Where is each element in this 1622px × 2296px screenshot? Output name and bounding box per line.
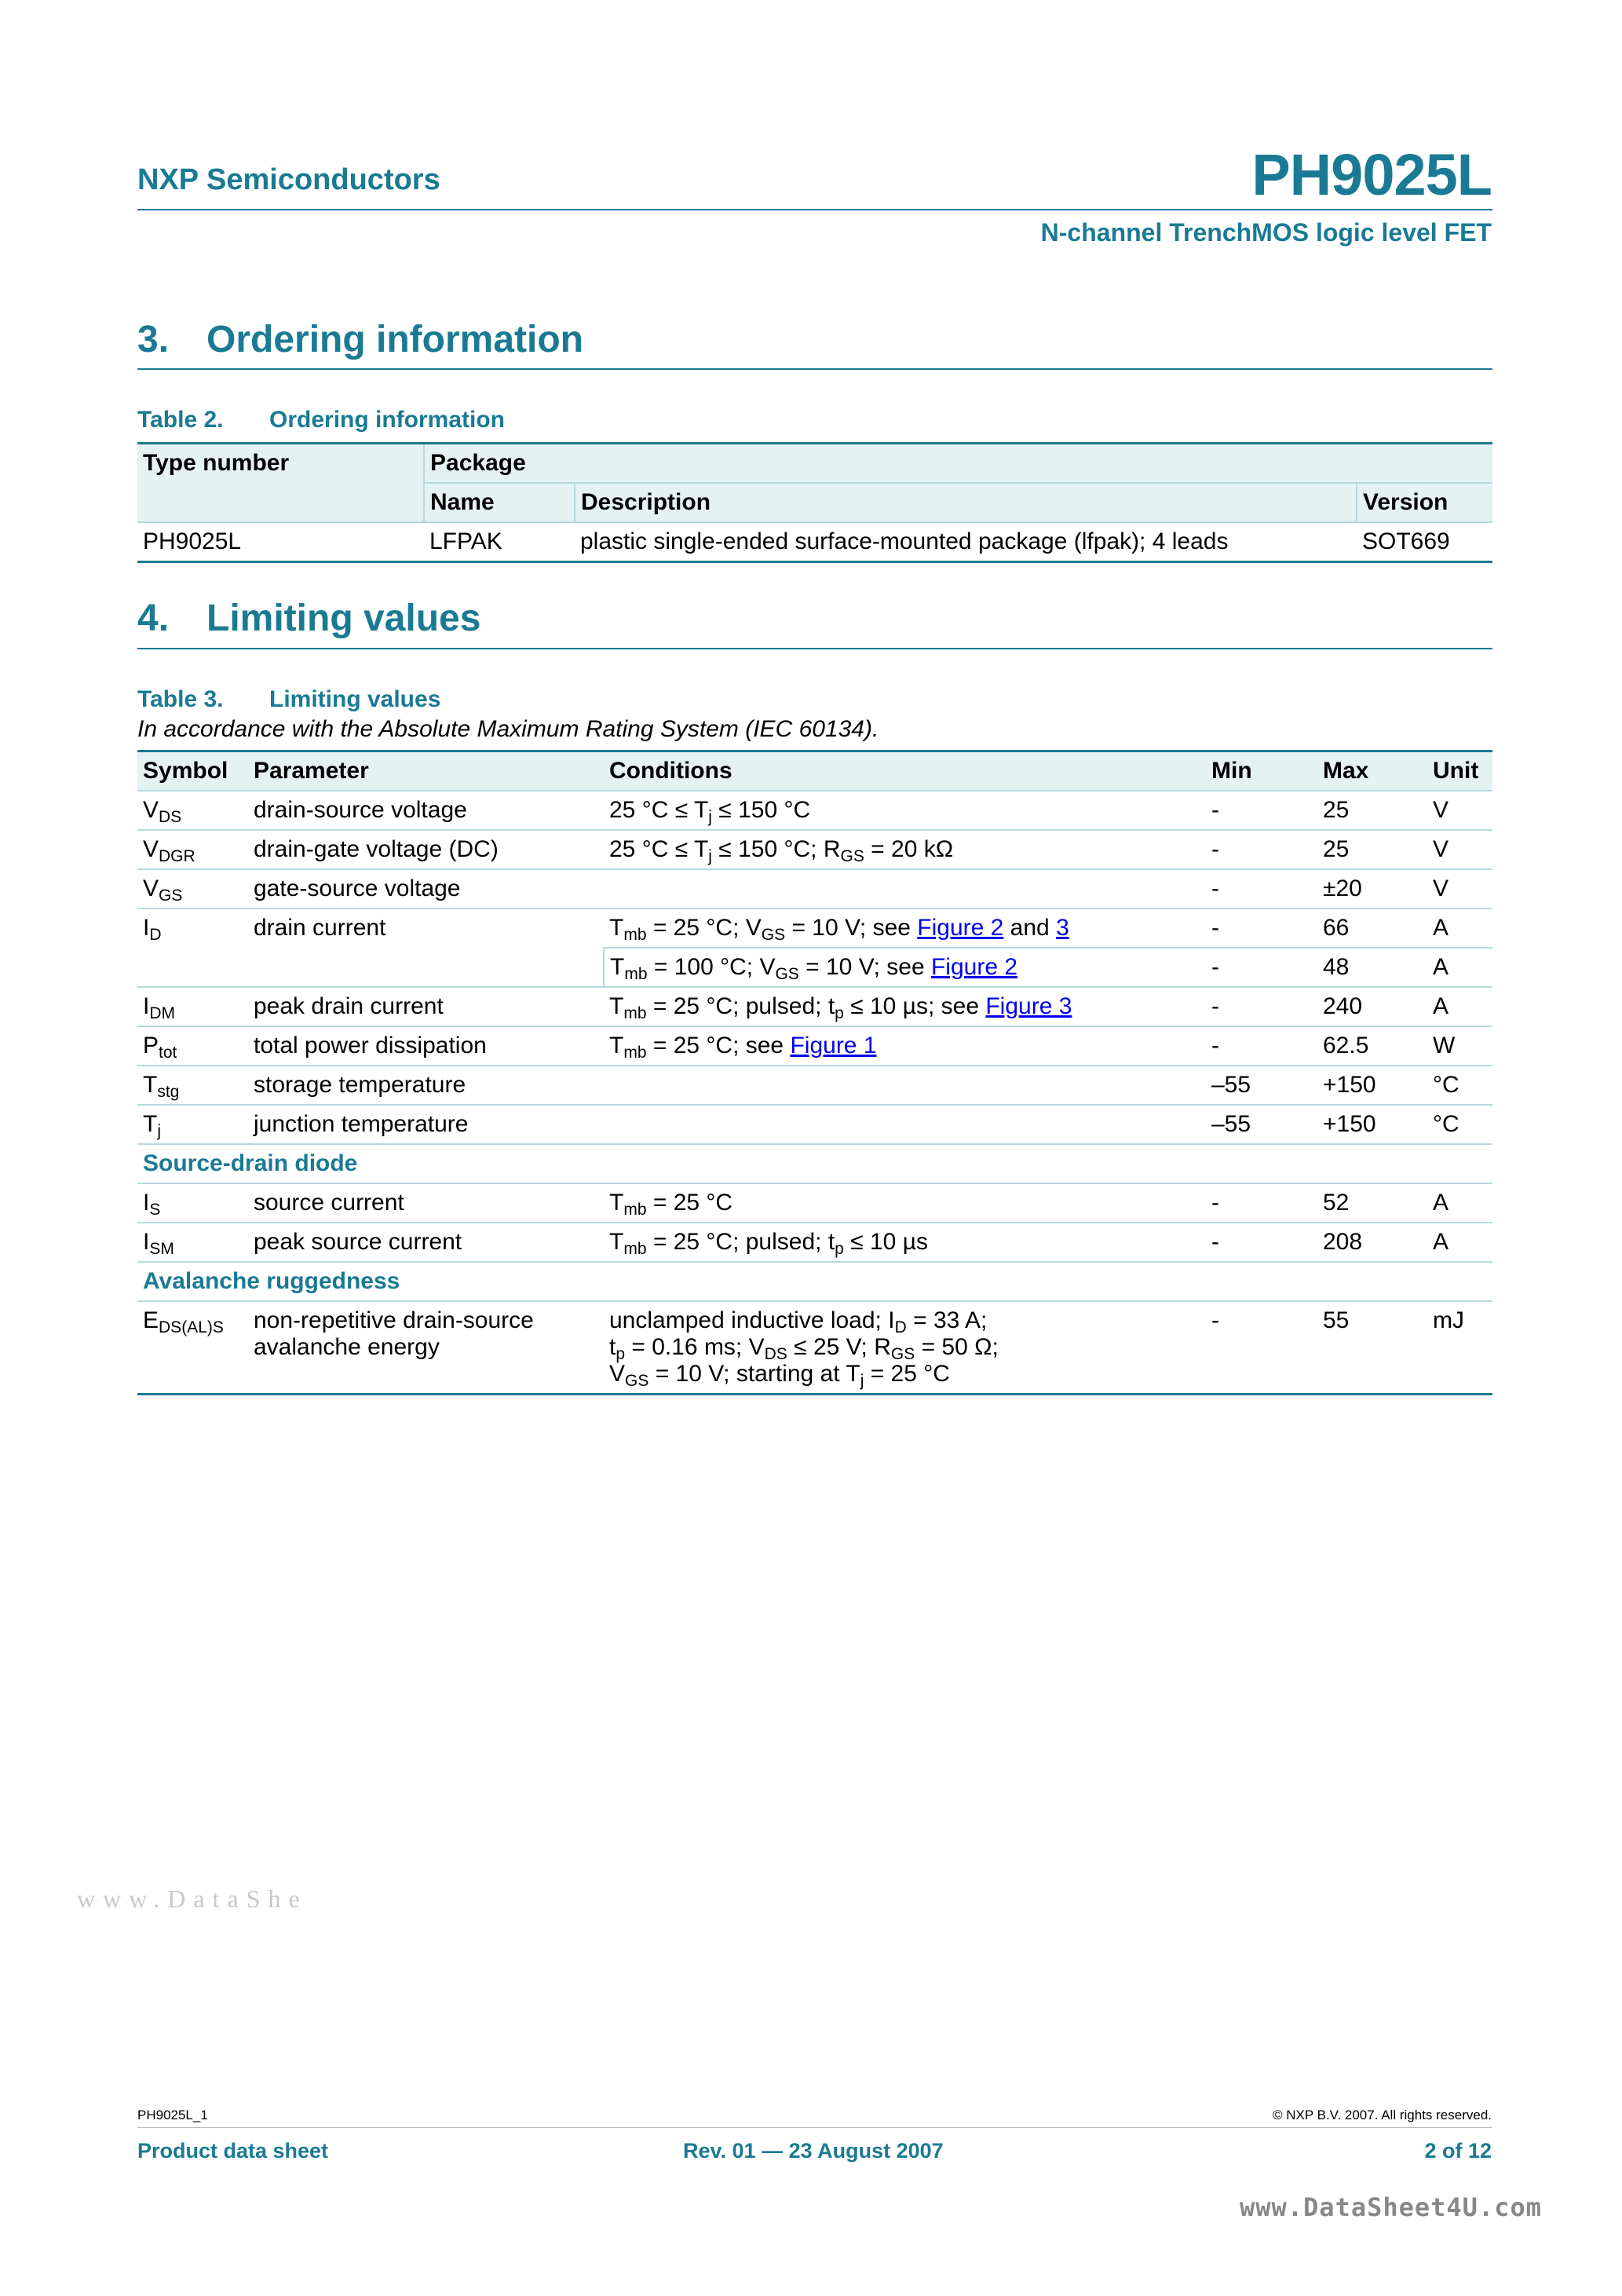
cell-max: 240	[1323, 993, 1363, 1019]
cell-symbol	[137, 1223, 248, 1262]
symbol-letter: V	[143, 797, 159, 823]
cell-symbol	[137, 869, 248, 909]
cell-parameter: gate-source voltage	[254, 876, 461, 901]
cell-conditions	[604, 1301, 1206, 1395]
section-heading-ordering	[137, 318, 583, 361]
cell-unit: mJ	[1433, 1307, 1464, 1333]
cell-symbol	[137, 987, 248, 1026]
table-note: In accordance with the Absolute Maximum Rating System (IEC 60134).	[137, 716, 879, 742]
footer-site-link[interactable]: www.DataSheet4U.com	[1239, 2192, 1542, 2222]
conditions-line: $V_{GS} = 10$ V; starting at $T_j = 25$ °C	[609, 1361, 950, 1390]
cell-conditions	[604, 1105, 1206, 1144]
cell-parameter: drain-source voltage	[254, 797, 467, 823]
header-max: Max	[1317, 751, 1427, 792]
symbol-letter: V	[143, 876, 159, 901]
table-row	[137, 1223, 1492, 1262]
symbol-letter: V	[143, 836, 159, 862]
cell-conditions: $T_{mb} = 25$ °C; pulsed; $t_p \le 10$ µs	[609, 1229, 928, 1258]
footer-rule	[137, 2127, 1492, 2128]
figure-link[interactable]: Figure 1	[790, 1033, 877, 1058]
symbol-subscript: GS	[159, 887, 183, 905]
symbol-subscript: D	[149, 926, 162, 944]
cell-max: 208	[1323, 1229, 1363, 1255]
section-title: Limiting values	[206, 598, 481, 639]
cell-max: 55	[1323, 1307, 1350, 1333]
cell-symbol	[137, 909, 248, 948]
symbol-letter: E	[143, 1307, 159, 1333]
symbol-subscript: DM	[149, 1004, 176, 1022]
cell-min: -	[1211, 797, 1219, 823]
conditions-line: unclamped inductive load; $I_D = 33$ A;	[609, 1307, 988, 1336]
table-title: Limiting values	[269, 686, 441, 712]
cell-conditions: $T_{mb} = 25$ °C; $V_{GS} = 10$ V; see Figure 2 and 3	[604, 909, 1206, 948]
table-row	[137, 791, 1492, 830]
symbol-subscript: DS(AL)S	[159, 1318, 224, 1336]
symbol-subscript: DS	[159, 808, 182, 826]
table-header-row	[137, 444, 1492, 484]
cell-min: -	[1211, 1307, 1219, 1333]
cell-min: –55	[1211, 1072, 1251, 1098]
cell-max: 25	[1323, 797, 1350, 823]
cell-symbol	[137, 1026, 248, 1066]
conditions-line: $t_p = 0.16$ ms; $V_{DS} \le 25$ V; $R_{GS} = 50$ Ω;	[609, 1334, 999, 1363]
cell-parameter: source current	[254, 1190, 404, 1216]
table-caption-limiting	[137, 686, 440, 713]
cell-conditions: $T_{mb} = 25$ °C; see Figure 1	[609, 1033, 877, 1062]
symbol-subscript: S	[149, 1201, 161, 1219]
table-row	[137, 1026, 1492, 1066]
cell-unit: A	[1433, 1229, 1449, 1255]
limiting-values-table	[137, 750, 1492, 1395]
header-conditions: Conditions	[604, 751, 1206, 792]
cell-conditions: 25 $^\circ C \le T_j \le 150$ °C	[609, 797, 811, 826]
table-row	[137, 909, 1492, 948]
symbol-letter: T	[143, 1111, 158, 1137]
cell-parameter: drain current	[254, 915, 386, 941]
table-row	[137, 1066, 1492, 1105]
symbol-subscript: SM	[149, 1240, 174, 1258]
header-parameter: Parameter	[248, 751, 604, 792]
cell-max: 62.5	[1323, 1033, 1369, 1058]
limiting-values-body	[137, 791, 1492, 1395]
figure-link[interactable]: Figure 3	[985, 993, 1072, 1019]
cell-parameter: peak source current	[254, 1229, 462, 1255]
cell-unit: A	[1433, 1190, 1449, 1216]
cell-package-name: LFPAK	[429, 528, 502, 554]
cell-parameter	[248, 948, 604, 987]
subheader-label: Source-drain diode	[143, 1150, 358, 1176]
document-subtitle: N-channel TrenchMOS logic level FET	[1040, 218, 1492, 247]
table-row	[137, 1105, 1492, 1144]
symbol-letter: I	[143, 1229, 150, 1255]
cell-max: +150	[1323, 1072, 1376, 1098]
footer-doc-type: Product data sheet	[137, 2139, 329, 2163]
footer-doc-id: PH9025L_1	[137, 2108, 208, 2122]
cell-max: 25	[1323, 836, 1350, 862]
cell-min: -	[1206, 909, 1317, 948]
cell-parameter: non-repetitive drain-source avalanche energy	[254, 1307, 534, 1360]
symbol-letter: I	[143, 1190, 150, 1216]
cell-parameter: total power dissipation	[254, 1033, 487, 1058]
cell-unit: °C	[1433, 1111, 1459, 1137]
section-heading-limiting	[137, 597, 480, 640]
header-unit: Unit	[1427, 751, 1492, 792]
symbol-letter: T	[143, 1072, 158, 1098]
section-rule	[137, 648, 1492, 649]
cell-conditions: $T_{mb} = 25$ °C; pulsed; $t_p \le 10$ µs; see Figure 3	[609, 993, 1072, 1022]
symbol-subscript: DGR	[159, 847, 195, 865]
symbol-letter: I	[143, 993, 150, 1019]
header-name: Name	[424, 483, 575, 522]
table-row	[137, 830, 1492, 869]
table-title: Ordering information	[269, 407, 505, 433]
ordering-table	[137, 442, 1492, 563]
header-version: Version	[1357, 483, 1492, 522]
watermark: www.DataShe	[77, 1885, 308, 1913]
cell-unit: V	[1433, 876, 1449, 901]
footer-copyright: © NXP B.V. 2007. All rights reserved.	[1272, 2108, 1492, 2122]
cell-max: ±20	[1323, 876, 1362, 901]
symbol-subscript: stg	[157, 1083, 180, 1101]
cell-unit: A	[1433, 954, 1449, 980]
cell-parameter: junction temperature	[254, 1111, 469, 1137]
cell-symbol	[137, 1183, 248, 1223]
cell-parameter: storage temperature	[254, 1072, 466, 1098]
cell-conditions: $T_{mb} = 25$ °C	[609, 1190, 733, 1219]
table-row	[137, 869, 1492, 909]
cell-unit: A	[1427, 909, 1492, 948]
table-row	[137, 1301, 1492, 1395]
cell-unit: V	[1433, 836, 1449, 862]
table-row	[137, 948, 1492, 987]
cell-symbol	[137, 830, 248, 869]
cell-min: –55	[1211, 1111, 1251, 1137]
table-subheader-row	[137, 1262, 1492, 1301]
part-number: PH9025L	[1251, 142, 1492, 207]
cell-symbol	[137, 1105, 248, 1144]
section-number: 4.	[137, 598, 170, 639]
symbol-subscript: tot	[159, 1044, 177, 1062]
cell-conditions: $T_{mb} = 100$ °C; $V_{GS} = 10$ V; see Figure 2	[604, 948, 1206, 987]
cell-version: SOT669	[1362, 528, 1450, 554]
cell-parameter: drain-gate voltage (DC)	[254, 836, 499, 862]
footer-page-number: 2 of 12	[1424, 2139, 1492, 2163]
cell-unit: W	[1433, 1033, 1456, 1058]
company-name: NXP Semiconductors	[137, 163, 440, 196]
cell-min: -	[1211, 1033, 1219, 1058]
cell-min: -	[1211, 876, 1219, 901]
cell-symbol	[137, 1066, 248, 1105]
cell-type-number: PH9025L	[143, 528, 242, 554]
cell-max: 48	[1323, 954, 1350, 980]
table-row	[137, 987, 1492, 1026]
cell-unit: °C	[1433, 1072, 1459, 1098]
cell-unit: A	[1433, 993, 1449, 1019]
cell-symbol	[137, 948, 248, 987]
cell-parameter: peak drain current	[254, 993, 444, 1019]
table-label: Table 2.	[137, 407, 224, 433]
table-header-row	[137, 751, 1492, 792]
header-description: Description	[575, 483, 1357, 522]
table-row	[137, 1183, 1492, 1223]
header-type-number: Type number	[137, 444, 424, 523]
cell-conditions	[604, 869, 1206, 909]
cell-max: +150	[1323, 1111, 1376, 1137]
cell-min: -	[1211, 1229, 1219, 1255]
cell-min: -	[1211, 954, 1219, 980]
table-subheader-row	[137, 1144, 1492, 1183]
table-caption-ordering	[137, 407, 505, 433]
cell-conditions	[604, 1066, 1206, 1105]
cell-max: 52	[1323, 1190, 1350, 1216]
section-rule	[137, 368, 1492, 370]
cell-unit: V	[1433, 797, 1449, 823]
figure-link[interactable]: Figure 2	[930, 954, 1018, 980]
cell-max: 66	[1317, 909, 1427, 948]
header-package: Package	[424, 444, 1492, 484]
cell-min: -	[1211, 1190, 1219, 1216]
section-number: 3.	[137, 319, 170, 360]
figure-link[interactable]: Figure 2	[917, 915, 1004, 941]
cell-min: -	[1211, 836, 1219, 862]
footer-revision: Rev. 01 — 23 August 2007	[683, 2139, 944, 2163]
cell-conditions: 25 $^\circ C \le T_j \le 150$ °C; $R_{GS} = 20$ kΩ	[609, 836, 954, 865]
symbol-letter: P	[143, 1033, 159, 1058]
cell-description: plastic single-ended surface-mounted package (lfpak); 4 leads	[580, 528, 1229, 554]
header-min: Min	[1206, 751, 1317, 792]
symbol-subscript: j	[157, 1122, 161, 1140]
subheader-label: Avalanche ruggedness	[143, 1268, 400, 1294]
table-row	[137, 522, 1492, 562]
cell-min: -	[1211, 993, 1219, 1019]
cell-symbol	[137, 791, 248, 830]
header-symbol: Symbol	[137, 751, 248, 792]
section-title: Ordering information	[206, 319, 583, 360]
figure-link[interactable]: 3	[1056, 915, 1069, 941]
table-label: Table 3.	[137, 686, 224, 712]
symbol-letter: I	[143, 915, 150, 941]
header-rule	[137, 209, 1492, 210]
cell-symbol	[137, 1301, 248, 1395]
